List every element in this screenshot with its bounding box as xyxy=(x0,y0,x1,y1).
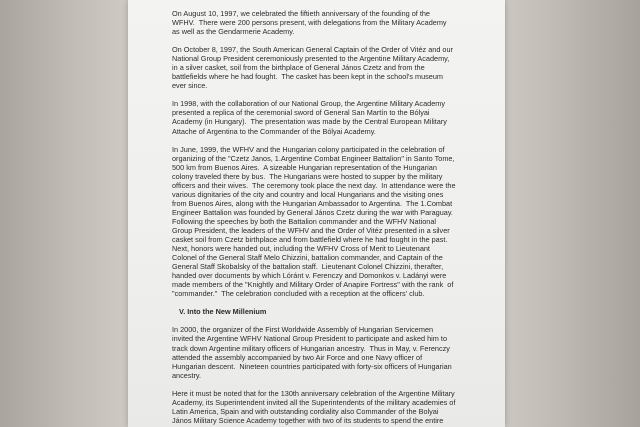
text-line: On August 10, 1997, we celebrated the fiftieth anniversary of the founding of the xyxy=(172,9,430,18)
paragraph xyxy=(172,45,502,90)
text-line: Academy, its Superintendent invited all the Superintendents of the military academies of xyxy=(172,397,456,407)
text-line: ancestry. xyxy=(172,370,202,380)
paragraph xyxy=(172,9,502,36)
paragraph xyxy=(172,389,502,425)
text-line: 500 km from Buenos Aires. A sizeable Hungarian representation of the Hungarian xyxy=(172,162,437,172)
text-line: from Buenos Aires, along with the Hungarian Ambassador to Argentina. The 1.Combat xyxy=(172,198,453,208)
text-line: Next, honors were handed out, including the WFHV Cross of Merit to Lieutenant xyxy=(172,244,430,254)
text-line: WFHV. There were 200 persons present, with delegations from the Military Academy xyxy=(172,18,447,28)
background-wall-left xyxy=(0,0,128,427)
paragraph xyxy=(172,145,502,299)
text-line: made members of the "Knightly and Military Order of Anapire Fortress" with the rank of xyxy=(172,280,454,290)
section-before-heading xyxy=(172,9,502,298)
text-line: Latin America, Spain and with outstanding cordiality also Commander of the Bolyai xyxy=(172,406,439,416)
text-line: casket soil from Czetz birthplace and from battlefield where he had fought in the past. xyxy=(172,235,448,245)
text-line: as well as the Gendarmerie Academy. xyxy=(172,27,295,37)
text-line: General Staff Skobalsky of the battalion staff. Lieutenant Colonel Chizzini, therafter, xyxy=(172,262,444,272)
text-line: In June, 1999, the WFHV and the Hungarian colony participated in the celebration of xyxy=(172,144,445,154)
section-after-heading xyxy=(172,325,502,424)
text-line: attended the assembly accompanied by two Air Force and one Navy officer of xyxy=(172,352,423,362)
text-line: handed over documents by which Lóránt v. Ferenczy and Domonkos v. Ladányi were xyxy=(172,271,447,281)
text-line: János Military Science Academy together with two of its students to spend the entire xyxy=(172,415,444,425)
text-line: National Group President ceremoniously presented to the Argentine Military Academy, xyxy=(172,54,450,64)
text-line: ever since. xyxy=(172,81,208,91)
text-line: Academy (in Hungary). The presentation was made by the Central European Military xyxy=(172,117,447,127)
paragraph xyxy=(172,325,502,379)
text-line: in a silver casket, soil from the birthplace of General János Czetz and from the xyxy=(172,63,425,73)
text-line: various dignitaries of the city and country and local Hungarians and the visiting ones xyxy=(172,189,444,199)
text-line: battlefields where he had fought. The casket has been kept in the school's museum xyxy=(172,72,444,82)
text-line: Colonel of the General Staff Melo Chizzini, battalion commander, and Captain of the xyxy=(172,253,443,263)
text-line: On October 8, 1997, the South American General Captain of the Order of Vitéz and our xyxy=(172,45,453,55)
text-line: Here it must be noted that for the 130th anniversary celebration of the Argentine Military xyxy=(172,388,455,398)
text-line: Hungarian descent. Nineteen countries participated with forty-six officers of Hungarian xyxy=(172,361,452,371)
background-wall-right xyxy=(505,0,640,427)
section-heading: V. Into the New Millenium xyxy=(179,307,267,317)
text-line: presented a replica of the ceremonial sword of General San Martín to the Bólyai xyxy=(172,108,430,118)
text-line: officers and their wives. The ceremony took place the next day. In attendance were the xyxy=(172,180,456,190)
text-line: In 2000, the organizer of the First Worldwide Assembly of Hungarian Servicemen xyxy=(172,325,434,335)
text-line: In 1998, with the collaboration of our National Group, the Argentine Military Academy xyxy=(172,99,445,109)
paragraph xyxy=(172,99,502,135)
text-line: "commander." The celebration concluded with a reception at the officers' club. xyxy=(172,289,425,299)
document-page xyxy=(128,0,505,427)
text-line: Attache of Argentina to the Commander of the Bólyai Academy. xyxy=(172,126,376,136)
document-body xyxy=(172,9,502,427)
text-line: Engineer Battalion was founded by General János Czetz during the war with Paraguay. xyxy=(172,207,453,217)
text-line: track down Argentine military officers of Hungarian ancestry. Thus in May, v. Ferenczy xyxy=(172,343,450,353)
text-line: Group President, the leaders of the WFHV and the Order of Vitéz presented in a silver xyxy=(172,225,450,235)
text-line: Following the speeches by both the Battalion commander and the WFHV National xyxy=(172,216,437,226)
text-line: invited the Argentine WFHV National Group President to participate and asked him to xyxy=(172,334,447,344)
text-line: organizing of the "Czetz Janos, 1.Argentine Combat Engineer Battalion" in Santo Tome, xyxy=(172,153,455,163)
text-line: colony traveled there by bus. The Hungarians were hosted to supper by the military xyxy=(172,171,443,181)
